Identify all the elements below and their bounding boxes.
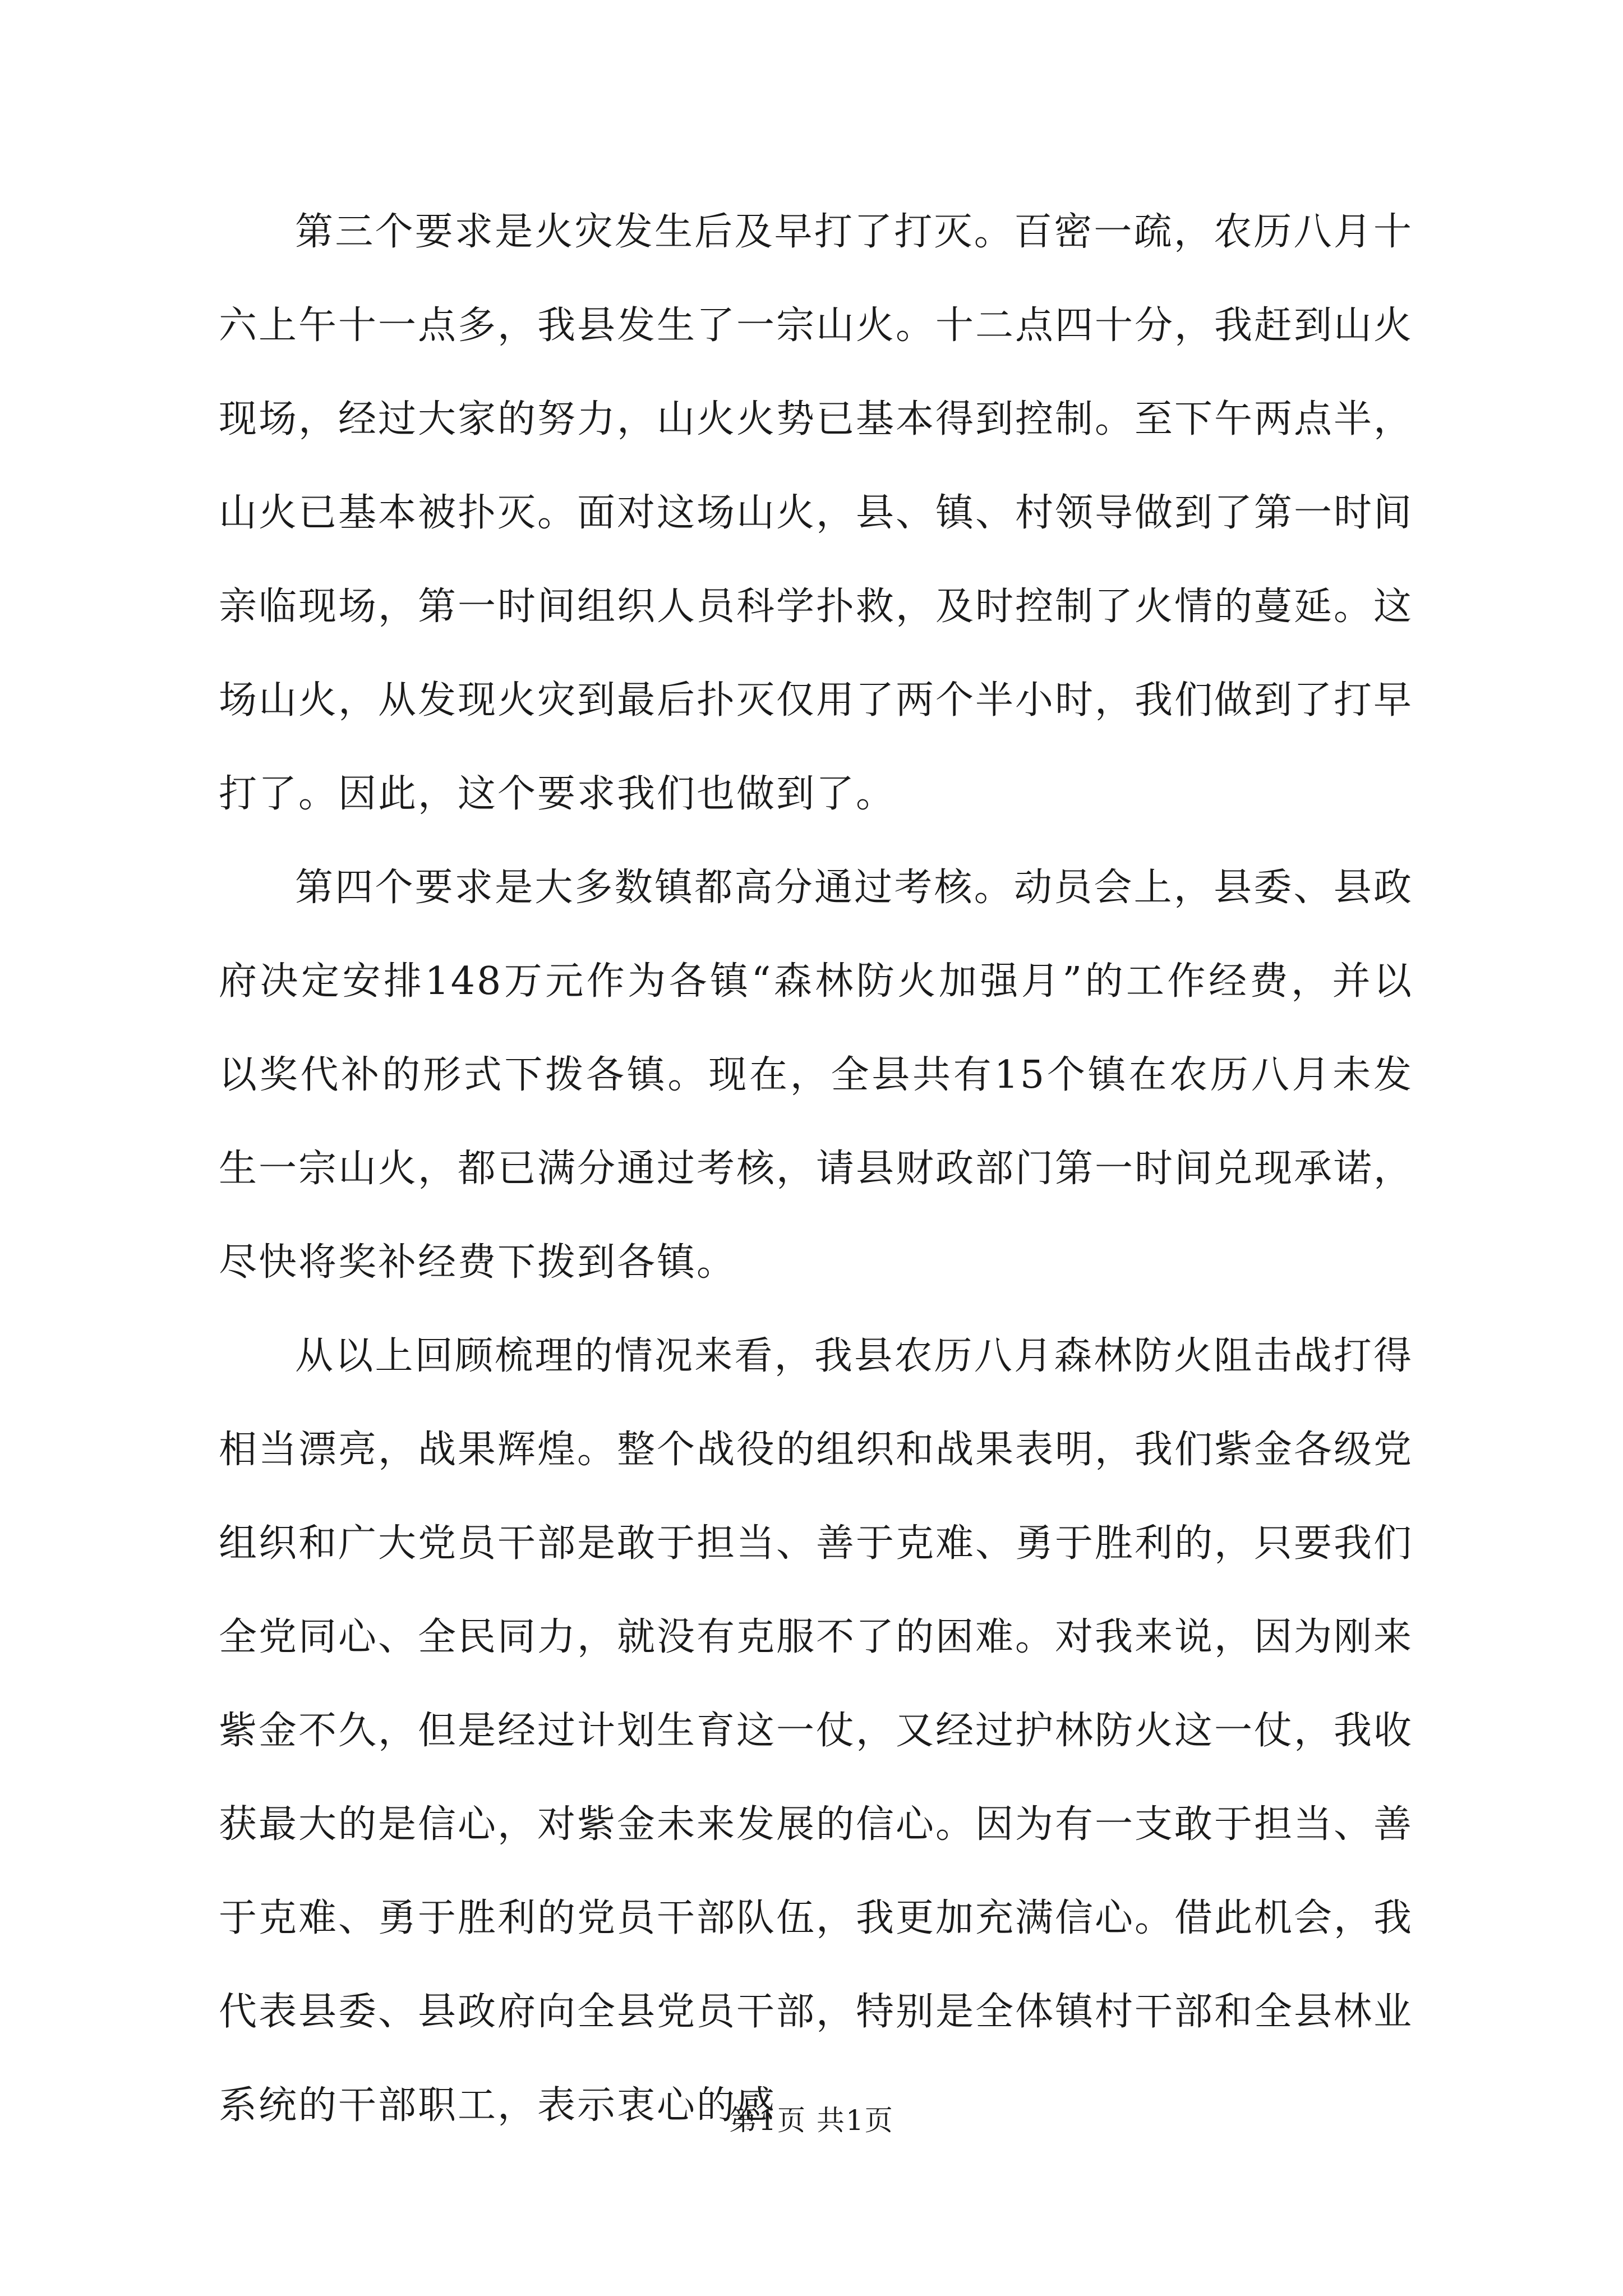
paragraph-assessment: 第四个要求是大多数镇都高分通过考核。动员会上，县委、县政府决定安排148万元作为各镇“森林防火加强月”的工作经费，并以以奖代补的形式下拨各镇。现在，全县共有15个镇在农历八月未发生一宗山火，都已满分通过考核，请县财政部门第一时间兑现承诺，尽快将奖补经费下拨到各镇。 bbox=[219, 866, 1414, 1285]
page-footer: 第1页 共1页 bbox=[729, 2104, 894, 2137]
paragraph-review: 从以上回顾梳理的情况来看，我县农历八月森林防火阻击战打得相当漂亮，战果辉煌。整个战役的组织和战果表明，我们紫金各级党组织和广大党员干部是敢于担当、善于克难、勇于胜利的，只要我们全党同心、全民同力，就没有克服不了的困难。对我来说，因为刚来紫金不久，但是经过计划生育这一仗，又经过护林防火这一仗，我收获最大的是信心，对紫金未来发展的信心。因为有一支敢于担当、善于克难、勇于胜利的党员干部队伍，我更加充满信心。借此机会，我代表县委、县政府向全县党员干部，特别是全体镇村干部和全县林业系统的干部职工，表示衷心的感 bbox=[219, 1334, 1414, 2128]
document-body bbox=[219, 185, 1413, 2152]
paragraph-fire-response: 第三个要求是火灾发生后及早打了打灭。百密一疏，农历八月十六上午十一点多，我县发生了一宗山火。十二点四十分，我赶到山火现场，经过大家的努力，山火火势已基本得到控制。至下午两点半，山火已基本被扑灭。面对这场山火，县、镇、村领导做到了第一时间亲临现场，第一时间组织人员科学扑救，及时控制了火情的蔓延。这场山火，从发现火灾到最后扑灭仅用了两个半小时，我们做到了打早打了。因此，这个要求我们也做到了。 bbox=[219, 210, 1414, 816]
